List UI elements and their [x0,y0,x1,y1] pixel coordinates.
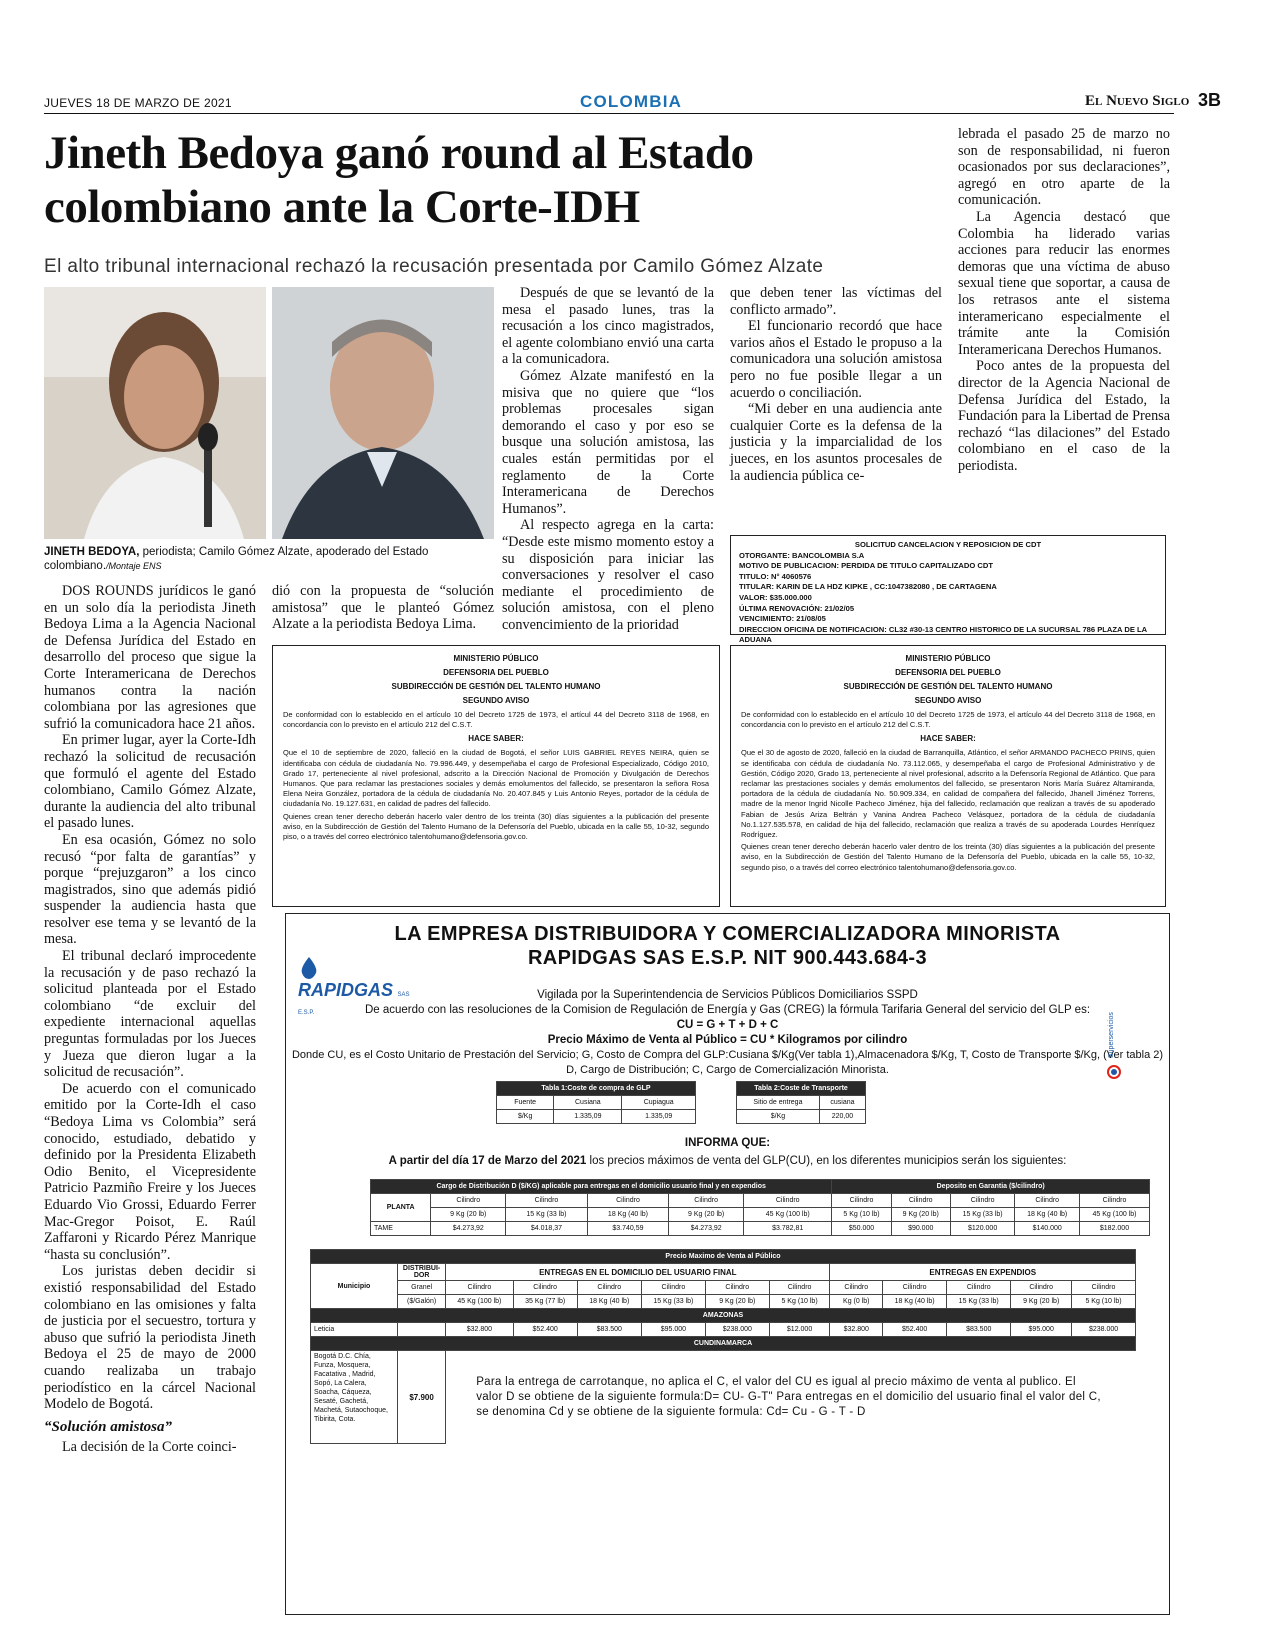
table-header: 18 Kg (40 lb) [587,1208,669,1222]
table-header: 9 Kg (20 lb) [1011,1295,1072,1309]
table-cell [398,1323,446,1337]
paragraph: La Agencia destacó que Colombia ha liderado varias acciones para reducir las enormes demoras que una víctima de abuso sexual tiene que soportar, a causa de los retrasos ante el sistema interamericano especialmente el trámite ante la Comisión Interamericana Derechos Humanos. [958,208,1170,358]
table-cell: $90.000 [891,1222,950,1236]
table-cell: $83.500 [577,1323,641,1337]
portrait-man-image [272,287,494,539]
table-cell: $182.000 [1079,1222,1149,1236]
table-header: Fuente [497,1096,554,1110]
table-header: 35 Kg (77 lb) [513,1295,577,1309]
notice-heading: MINISTERIO PÚBLICO [905,654,991,663]
article-column-5 [958,126,1170,474]
paragraph: lebrada el pasado 25 de marzo no son de responsabilidad, ni fueron ocasionados por sus declaraciones”, agregó en otro aparte de la comunicación. [958,126,1170,209]
ad-formula: CU = G + T + D + C [676,1019,779,1031]
table-cell: $32.800 [446,1323,513,1337]
table-header: 18 Kg (40 lb) [1015,1208,1080,1222]
table-header: Sitio de entrega [737,1096,820,1110]
table-title: Tabla 2:Coste de Transporte [737,1082,866,1096]
paragraph: Al respecto agrega en la carta: “Desde este mismo momento estoy a su disposición para iniciar las conversaciones y resolver el caso mediante el procedimiento de solución amistosa, con el pleno convencimiento de la prioridad [502,517,714,633]
caption-name: JINETH BEDOYA, [44,546,140,558]
table-header: 9 Kg (20 lb) [431,1208,506,1222]
ad-donde-2: D, Cargo de Distribución; C, Cargo de Comercialización Minorista. [566,1064,889,1076]
table-title: Tabla 1:Coste de compra de GLP [497,1082,696,1096]
table-header: Cilindro [744,1194,832,1208]
table-title: Deposito en Garantia ($/cilindro) [832,1180,1150,1194]
table-header: Cilindro [641,1281,705,1295]
table-header: Cilindro [1011,1281,1072,1295]
table-header: ENTREGAS EN EXPENDIOS [830,1264,1136,1281]
article-column-1 [44,583,256,1456]
paragraph: En primer lugar, ayer la Corte-Idh rechazó la solicitud de recusación que formuló el agente del Estado colombiano, Camilo Gómez Alzate, durante la audiencia del alto tribunal el pasado lunes. [44,732,256,832]
defensoria-notice-left [272,645,720,907]
table-header: 45 Kg (100 lb) [446,1295,513,1309]
portrait-woman-image [44,287,266,539]
ad-precio: Precio Máximo de Venta al Público = CU * Kilogramos por cilindro [547,1034,908,1046]
table-header: Cilindro [513,1281,577,1295]
table-cell: 220,00 [819,1110,865,1124]
notice-heading: MINISTERIO PÚBLICO [453,654,539,663]
table-header: 5 Kg (10 lb) [832,1208,891,1222]
logo-text: RAPIDGAS [298,980,394,1000]
table-header: Cilindro [669,1194,744,1208]
table-cell: $95.000 [1011,1323,1072,1337]
defensoria-notice-right [730,645,1166,907]
paragraph: Poco antes de la propuesta del director de la Agencia Nacional de Defensa Jurídica del Estado, la Fundación para la Libertad de Prensa rechazó “las dilaciones” del Estado colombiano en el caso de la periodista. [958,358,1170,474]
table-header: Granel [398,1281,446,1295]
flame-drop-icon [298,956,320,980]
table-title: Precio Maximo de Venta al Público [311,1250,1136,1264]
table-cell: $50.000 [832,1222,891,1236]
ad-informa: INFORMA QUE: [684,1137,771,1149]
cdt-line: ÚLTIMA RENOVACIÓN: 21/02/05 [739,603,855,613]
notice-heading: SEGUNDO AVISO [462,696,530,705]
ad-donde: Donde CU, es el Costo Unitario de Prestación del Servicio; G, Costo de Compra del GLP:Cusiana $/Kg(Ver tabla 1),Almacenadora $/Kg, T, Costo de Transporte $/Kg, (Ver tabla 2) [291,1049,1164,1061]
table-header: 18 Kg (40 lb) [883,1295,947,1309]
table-header: 9 Kg (20 lb) [705,1295,769,1309]
caption-credit: /Montaje ENS [106,561,162,571]
table-header: 15 Kg (33 lb) [641,1295,705,1309]
notice-heading: HACE SABER: [468,734,524,744]
table-header: PLANTA [371,1194,431,1222]
table-cargo-distribucion [370,1179,1150,1236]
table-header: Kg (0 lb) [830,1295,883,1309]
cdt-line: VENCIMIENTO: 21/08/05 [739,614,826,624]
table-cell: $4.273,92 [669,1222,744,1236]
table-cell: 1.335,09 [622,1110,696,1124]
table-cell: Leticia [311,1323,398,1337]
table-header: 5 Kg (10 lb) [769,1295,830,1309]
notice-paragraph: Que el 10 de septiembre de 2020, falleció en la ciudad de Bogotá, el señor LUIS GABRIEL REYES NEIRA, quien se identificaba con cédula de ciudadanía No. 79.996.449, y desempeñaba el cargo de Profesional Especializado, Código 2010, Grado 17, perteneciente al nivel profesional, adscrito a la Dirección Nacional de Promoción y Divulgación de Derechos Humanos. Que para reclamar las prestaciones sociales y demás emolumentos del fallecido, se presentaron la señora Rosa Elena Neira González, portadora de la cédula de ciudadanía No. 20.407.845 y Luis Antonio Reyes, portador de la cédula de ciudadanía No. 19.127.631, en calidad de padres del fallecido. [283,748,709,809]
ad-title-1: LA EMPRESA DISTRIBUIDORA Y COMERCIALIZADORA MINORISTA [394,923,1061,945]
table-cell: $238.000 [1072,1323,1136,1337]
table-header: 9 Kg (20 lb) [891,1208,950,1222]
table-header: Cilindro [947,1281,1011,1295]
paragraph: La decisión de la Corte coinci- [62,1439,237,1456]
photo-caption [44,545,494,573]
cdt-line: VALOR: $35.000.000 [739,592,812,602]
table-header: DISTRIBUI-DOR [398,1264,446,1281]
ad-apartir-text: los precios máximos de venta del GLP(CU), en los diferentes municipios serán los siguientes: [586,1155,1067,1167]
paragraph: De acuerdo con el comunicado emitido por la Corte-Idh el caso “Bedoya Lima vs Colombia” será conocido, estudiado, debatido y definido por la Presidenta Elizabeth Odio Benito, el Vicepresidente Patricio Pazmiño Freire y los Jueces Eduardo Vio Grossi, Eduardo Ferrer Mac-Gregor Poisot, E. Raúl Zaffaroni y Ricardo Pérez Manrique “hasta su conclusión”. [44,1080,256,1263]
notice-heading: DEFENSORIA DEL PUEBLO [443,668,549,677]
table-cell: $120.000 [950,1222,1015,1236]
table-cell: $4.273,92 [431,1222,506,1236]
cdt-line: DIRECCION OFICINA DE NOTIFICACION: CL32 #30-13 CENTRO HISTORICO DE LA SUCURSAL 786 PLAZA DE LA ADUANA [739,624,1147,645]
region-row: AMAZONAS [311,1309,1136,1323]
ad-apartir-date: A partir del día 17 de Marzo del 2021 [388,1155,587,1167]
table-header: Cilindro [1072,1281,1136,1295]
paragraph: que deben tener las víctimas del conflicto armado”. [730,285,942,318]
cdt-line: TITULAR: KARIN DE LA HDZ KIPKE , CC:1047382080 , DE CARTAGENA [739,582,997,592]
table-header: ENTREGAS EN EL DOMICILIO DEL USUARIO FINAL [446,1264,830,1281]
paragraph: Gómez Alzate manifestó en la misiva que no quiere que “los problemas procesales sigan demorando el caso y por eso se busque una solución amistosa, las cuales están permitidas por el reglamento de la Corte Interamericana de Derechos Humanos”. [502,367,714,517]
formula-note: Para la entrega de carrotanque, no aplica el C, el valor del CU es igual al precio máximo de venta al publico. El valor D se obtiene de la siguiente formula:D= CU- G-T" Para entregas en el domicilio del usuario final el valor del C, se denomina Cd y se obtiene de la siguiente formula: Cd= Cu - G - T - D [476,1375,1101,1418]
newspaper-brand: El Nuevo Siglo [1085,93,1190,109]
superservicios-text: Superservicios [1108,1012,1115,1058]
logo-subtext: SAS E.S.P. [298,992,410,1016]
caption-text: periodista; Camilo Gómez Alzate, apoderado del Estado colombiano. [44,546,429,572]
notice-paragraph: Que el 30 de agosto de 2020, falleció en la ciudad de Barranquilla, Atlántico, el señor ARMANDO PACHECO PRINS, quien se identificaba con cédula de ciudadanía No. 73.112.065, y desempeñaba el cargo de Profesional Administrativo y de Gestión, Código 2020, Grado 13, perteneciente al nivel profesional, adscrito a la Defensoría Regional de Atlántico. Que para reclamar las prestaciones sociales y demás emolumentos del fallecido, se presentaron Noris María Suárez Altamiranda, portadora de la cédula de ciudadanía No. 50.909.334, en calidad de compañera del fallecido, Jhanell Jiménez Torrens, madre de la menor Ingrid Nicolle Pacheco Jiménez, hija del fallecido, reclamación que realizan a través de su apoderado Fabian de Jesús Ariza Beltrán y Vanina Andrea Pacheco Velásquez, portadora de la cédula de ciudadanía No.1.127.535.578, en calidad de hija del fallecido, reclamación que realiza a través de su apoderada Lourdes Henríquez Rodríguez. [741,748,1155,840]
table-cell: $12.000 [769,1323,830,1337]
table-cell: TAME [371,1222,431,1236]
article-column-4 [730,285,942,484]
article-column-3 [502,285,714,633]
table-cell: $83.500 [947,1323,1011,1337]
table-cell: $3.740,59 [587,1222,669,1236]
notice-heading: HACE SABER: [920,734,976,744]
table-header: Cilindro [705,1281,769,1295]
region-row: CUNDINAMARCA [311,1337,1136,1351]
headline [44,126,944,234]
table-header: Cilindro [431,1194,506,1208]
table-header: Cilindro [832,1194,891,1208]
paragraph: El tribunal declaró improcedente la recusación y de paso rechazó la solicitud planteada por el Estado colombiano “de excluir del expediente internacional aquellas preguntas formuladas por los Jueces y Jueza que dieron lugar a la solicitud de recusación”. [44,948,256,1081]
headline-line-1: Jineth Bedoya ganó round al Estado [44,127,754,179]
table-coste-compra [496,1081,696,1124]
paragraph: Los juristas deben decidir si existió responsabilidad del Estado colombiano en las omisiones y falta de justicia por el secuestro, tortura y abuso que sufrió la periodista Jineth Bedoya el 25 de mayo de 2000 cuando realizaba un trabajo periodístico en la cárcel Nacional Modelo de Bogotá. [44,1263,256,1413]
table-cell: $52.400 [513,1323,577,1337]
cdt-line: OTORGANTE: BANCOLOMBIA S.A [739,550,865,560]
paragraph: El funcionario recordó que hace varios años el Estado le propuso a la comunicadora una solución amistosa pero no fue posible llegar a un acuerdo o conciliación. [730,318,942,401]
ad-resolucion: De acuerdo con las resoluciones de la Comision de Regulación de Energía y Gas (CREG) la fórmula Tarifaria General del servicio del GLP es: [364,1004,1091,1016]
table-header: Cilindro [1015,1194,1080,1208]
table-cell: $4.018,37 [506,1222,588,1236]
cdt-notice [730,535,1166,645]
table-header: Cusiana [554,1096,622,1110]
table-header: Cilindro [506,1194,588,1208]
photo-jineth-bedoya [44,287,266,539]
table-cell: $7.900 [398,1351,446,1444]
table-header: Cilindro [446,1281,513,1295]
table-header: Cilindro [587,1194,669,1208]
paragraph: En esa ocasión, Gómez no solo recusó “por falta de garantías” y porque “prejuzgaron” a los cinco magistrados, sino que además pidió suspender la audiencia hasta que resolver ese tema y se levantó de la mesa. [44,831,256,948]
table-cell: $3.782,81 [744,1222,832,1236]
table-header: 45 Kg (100 lb) [1079,1208,1149,1222]
table-header: 5 Kg (10 lb) [1072,1295,1136,1309]
table-cell: 1.335,09 [554,1110,622,1124]
table-cell: $52.400 [883,1323,947,1337]
table-header: cusiana [819,1096,865,1110]
headline-line-2: colombiano ante la Corte-IDH [44,181,640,233]
rapidgas-logo [298,956,418,1019]
notice-paragraph: De conformidad con lo establecido en el artículo 10 del Decreto 1725 de 1973, el artículo 44 del Decreto 3118 de 1968, en concordancia con lo previsto en el artículo 212 del C.S.T. [741,710,1155,730]
table-header: 9 Kg (20 lb) [669,1208,744,1222]
table-header: 18 Kg (40 lb) [577,1295,641,1309]
article-column-2 [272,583,494,633]
folio-rule [44,113,1174,114]
notice-heading: SEGUNDO AVISO [914,696,982,705]
table-precio-maximo [310,1249,1136,1444]
issue-date: JUEVES 18 DE MARZO DE 2021 [44,96,232,110]
table-header: 15 Kg (33 lb) [947,1295,1011,1309]
table-header: Cilindro [883,1281,947,1295]
table-header: Cilindro [577,1281,641,1295]
table-cell: $32.800 [830,1323,883,1337]
notice-paragraph: De conformidad con lo establecido en el artículo 10 del Decreto 1725 de 1973, el artícul 44 del Decreto 3118 de 1968, en concordancia con lo previsto en el artículo 212 del C.S.T. [283,710,709,730]
table-cell: $/Kg [497,1110,554,1124]
page-number: 3B [1198,90,1222,110]
paragraph: dió con la propuesta de “solución amistosa” que le planteó Gómez Alzate a la periodista Bedoya Lima. [272,583,494,633]
table-header: 15 Kg (33 lb) [950,1208,1015,1222]
table-title: Cargo de Distribución D ($/KG) aplicable para entregas en el domicilio usuario final y en expendios [371,1180,832,1194]
notice-heading: DEFENSORIA DEL PUEBLO [895,668,1001,677]
subhead: “Solución amistosa” [44,1418,172,1435]
cdt-title: SOLICITUD CANCELACION Y REPOSICION DE CDT [854,540,1042,549]
paragraph: Después de que se levantó de la mesa el pasado lunes, tras la recusación a los cinco magistrados, el agente colombiano envió una carta a la comunicadora. [502,285,714,368]
notice-heading: SUBDIRECCIÓN DE GESTIÓN DEL TALENTO HUMANO [391,682,601,691]
table-header: Cilindro [830,1281,883,1295]
table-header: Municipio [311,1264,398,1309]
table-cell: $/Kg [737,1110,820,1124]
table-header: Cilindro [1079,1194,1149,1208]
table-cell: $95.000 [641,1323,705,1337]
ad-vigilada: Vigilada por la Superintendencia de Servicios Públicos Domiciliarios SSPD [537,989,918,1001]
cdt-line: TITULO: N° 4060576 [739,571,812,581]
table-cell: Bogotá D.C. Chía, Funza, Mosquera, Facatativa , Madrid, Sopó, La Calera, Soacha, Cáqueza, Sesaté, Gachetá, Machetá, Sutaochoque, Tibirita, Cota. [311,1351,398,1444]
table-cell: $238.000 [705,1323,769,1337]
notice-paragraph: Quienes crean tener derecho deberán hacerlo valer dentro de los treinta (30) días siguientes a la publicación del presente aviso, en la Subdirección de Gestión del Talento Humano de la Defensoría del Pueblo, ubicada en la calle 55, 10-32, segundo piso, o a través del correo electrónico talentohumano@defensoria.gov.co. [741,842,1155,872]
table-header: ($/Galón) [398,1295,446,1309]
rapidgas-ad [285,913,1170,1615]
ad-apartir [286,1154,1169,1169]
table-coste-transporte [736,1081,866,1124]
table-note-cell [446,1351,1136,1444]
notice-paragraph: Quienes crean tener derecho deberán hacerlo valer dentro de los treinta (30) días siguientes a la publicación del presente aviso, en la Subdirección de Gestión del Talento Humano de la Defensoría del Pueblo, ubicada en la calle 55, 10-32, segundo piso, o a través del correo electrónico talentohumano@defensoria.gov.co. [283,811,709,842]
photo-camilo-gomez [272,287,494,539]
cdt-line: MOTIVO DE PUBLICACION: PERDIDA DE TITULO CAPITALIZADO CDT [739,561,993,571]
notice-heading: SUBDIRECCIÓN DE GESTIÓN DEL TALENTO HUMANO [843,682,1053,691]
section-label: COLOMBIA [580,92,683,111]
table-cell: $140.000 [1015,1222,1080,1236]
paragraph: DOS ROUNDS jurídicos le ganó en un solo día la periodista Jineth Bedoya Lima a la Agencia Nacional de Defensa Jurídica del Estado en desarrollo del proceso que sigue la Corte Interamericana de Derechos humanos contra la nación colombiana por las agresiones que sufrió la comunicadora hace 21 años. [44,583,256,732]
superservicios-logo [1104,980,1124,1080]
deck: El alto tribunal internacional rechazó la recusación presentada por Camilo Gómez Alzate [44,256,824,277]
table-header: Cilindro [769,1281,830,1295]
table-header: 45 Kg (100 lb) [744,1208,832,1222]
table-header: Cilindro [950,1194,1015,1208]
paragraph: “Mi deber en una audiencia ante cualquier Corte es la defensa de la justicia y la imparcialidad de los jueces, en los asuntos procesales de la audiencia pública ce- [730,401,942,484]
ad-title-2: RAPIDGAS SAS E.S.P. NIT 900.443.684-3 [527,947,928,969]
table-header: Cilindro [891,1194,950,1208]
table-header: 15 Kg (33 lb) [506,1208,588,1222]
superservicios-icon [1106,1064,1122,1080]
table-header: Cupiagua [622,1096,696,1110]
